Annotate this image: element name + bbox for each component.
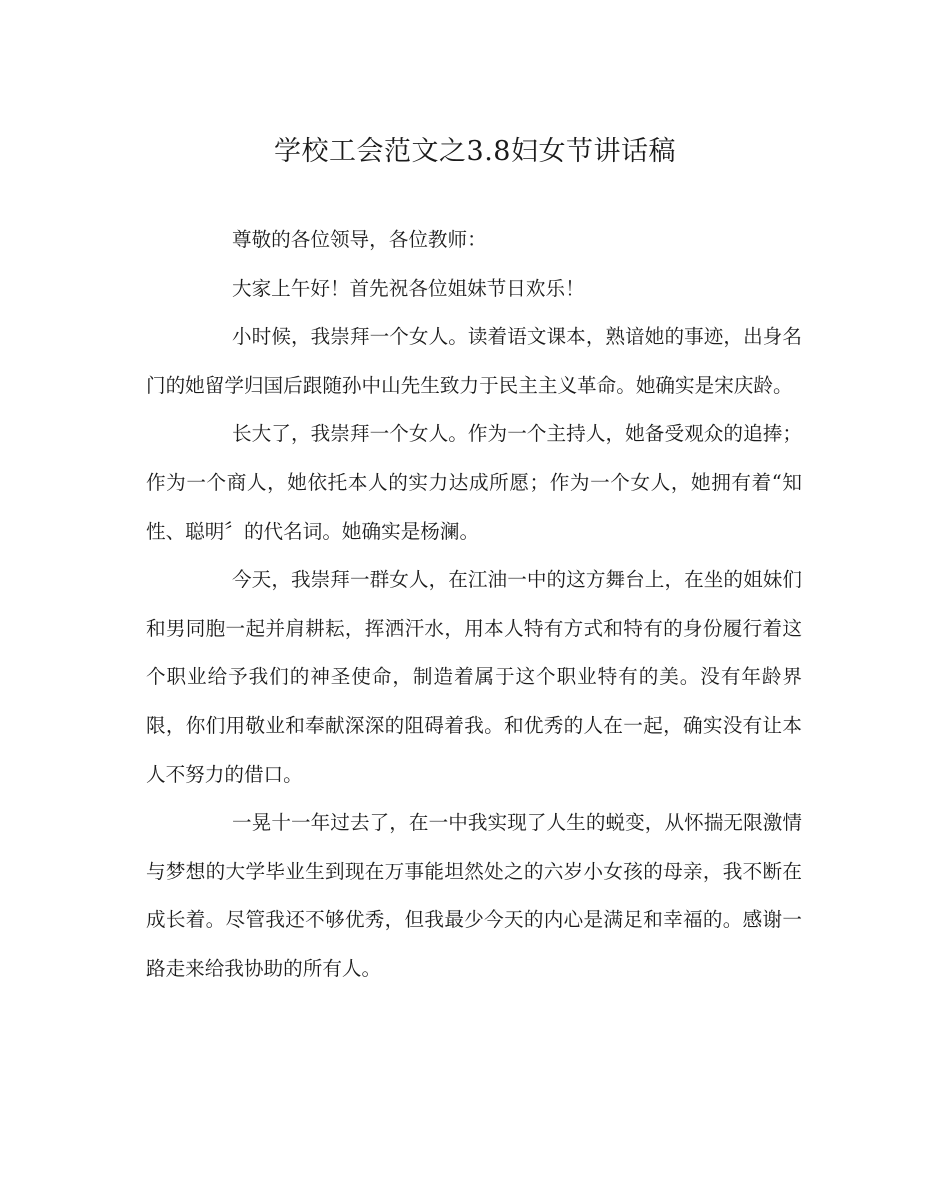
- paragraph-today: 今天，我崇拜一群女人，在江油一中的这方舞台上，在坐的姐妹们和男同胞一起并肩耕耘，挥洒汗水，用本人特有方式和特有的身份履行着这个职业给予我们的神圣使命，制造着属于这个职业特有的美。没有年龄界限，你们用敬业和奉献深深的阻碍着我。和优秀的人在一起，确实没有让本人不努力的借口。: [146, 568, 802, 786]
- paragraph-eleven-years: 一晃十一年过去了，在一中我实现了人生的蜕变，从怀揣无限激情与梦想的大学毕业生到现在万事能坦然处之的六岁小女孩的母亲，我不断在成长着。尽管我还不够优秀，但我最少今天的内心是满足和幸福的。感谢一路走来给我协助的所有人。: [146, 811, 802, 980]
- paragraph-salutation: 尊敬的各位领导，各位教师：: [232, 228, 487, 251]
- page-title: 学校工会范文之3.8妇女节讲话稿: [274, 136, 676, 167]
- paragraph-childhood: 小时候，我崇拜一个女人。读着语文课本，熟谙她的事迹，出身名门的她留学归国后跟随孙中山先生致力于民主主义革命。她确实是宋庆龄。: [146, 325, 802, 397]
- paragraph-grown-up: 长大了，我崇拜一个女人。作为一个主持人，她备受观众的追捧；作为一个商人，她依托本人的实力达成所愿；作为一个女人，她拥有着“知性、聪明〞的代名词。她确实是杨澜。: [146, 422, 802, 543]
- document-body: [146, 216, 802, 994]
- paragraph-greeting: 大家上午好！首先祝各位姐妹节日欢乐！: [232, 276, 585, 300]
